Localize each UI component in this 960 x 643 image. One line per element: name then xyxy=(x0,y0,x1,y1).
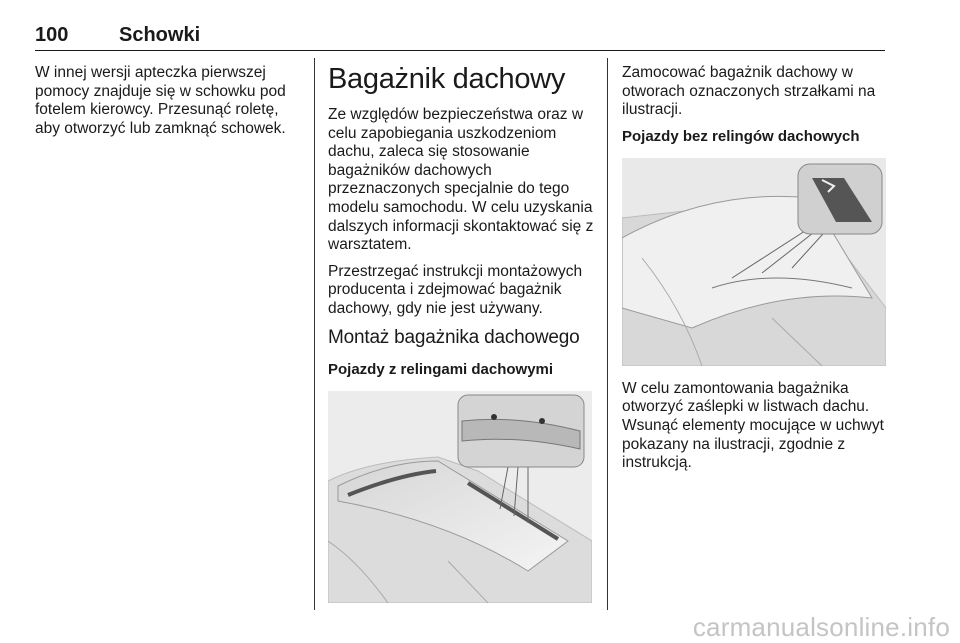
cover-paragraph: W celu zamontowania bagażnika otworzyć zaślepki w listwach dachu. Wsunąć elementy mocujące w uchwyt pokazany na ilustracji, zgodnie z instrukcją. xyxy=(622,379,884,472)
instructions-paragraph: Przestrzegać instrukcji montażowych producenta i zdejmować bagażnik dachowy, gdy nie jest używany. xyxy=(328,262,583,317)
column-2 xyxy=(328,62,596,603)
watermark: carmanualsonline.info xyxy=(692,612,950,642)
mounting-paragraph: Zamocować bagażnik dachowy w otworach oznaczonych strzałkami na ilustracji. xyxy=(622,64,876,119)
no-rails-heading: Pojazdy bez relingów dachowych xyxy=(622,127,860,145)
page-number: 100 xyxy=(35,24,69,46)
chapter-title: Schowki xyxy=(119,24,201,46)
no-rails-illustration xyxy=(622,158,886,366)
column-3 xyxy=(622,64,890,481)
first-aid-paragraph: W innej wersji apteczka pierwszej pomocy znajduje się w schowku pod fotelem kierowcy. Przesunąć roletę, aby otworzyć lub zamknąć schowek. xyxy=(35,64,286,137)
subsection-title: Montaż bagażnika dachowego xyxy=(328,326,580,348)
roof-rails-heading: Pojazdy z relingami dachowymi xyxy=(328,360,554,378)
safety-paragraph: Ze względów bezpieczeństwa oraz w celu zapobiegania uszkodzeniom dachu, zaleca się stosowanie bagażników dachowych przeznaczonych specjalnie do tego modelu samochodu. W celu uzyskania dalszych informacji skontaktować się z warsztatem. xyxy=(328,106,594,254)
column-1 xyxy=(35,64,303,146)
section-title: Bagażnik dachowy xyxy=(328,63,566,95)
page-header xyxy=(35,22,885,51)
column-divider xyxy=(607,58,608,610)
roof-rails-illustration xyxy=(328,391,592,603)
column-divider xyxy=(314,58,315,610)
